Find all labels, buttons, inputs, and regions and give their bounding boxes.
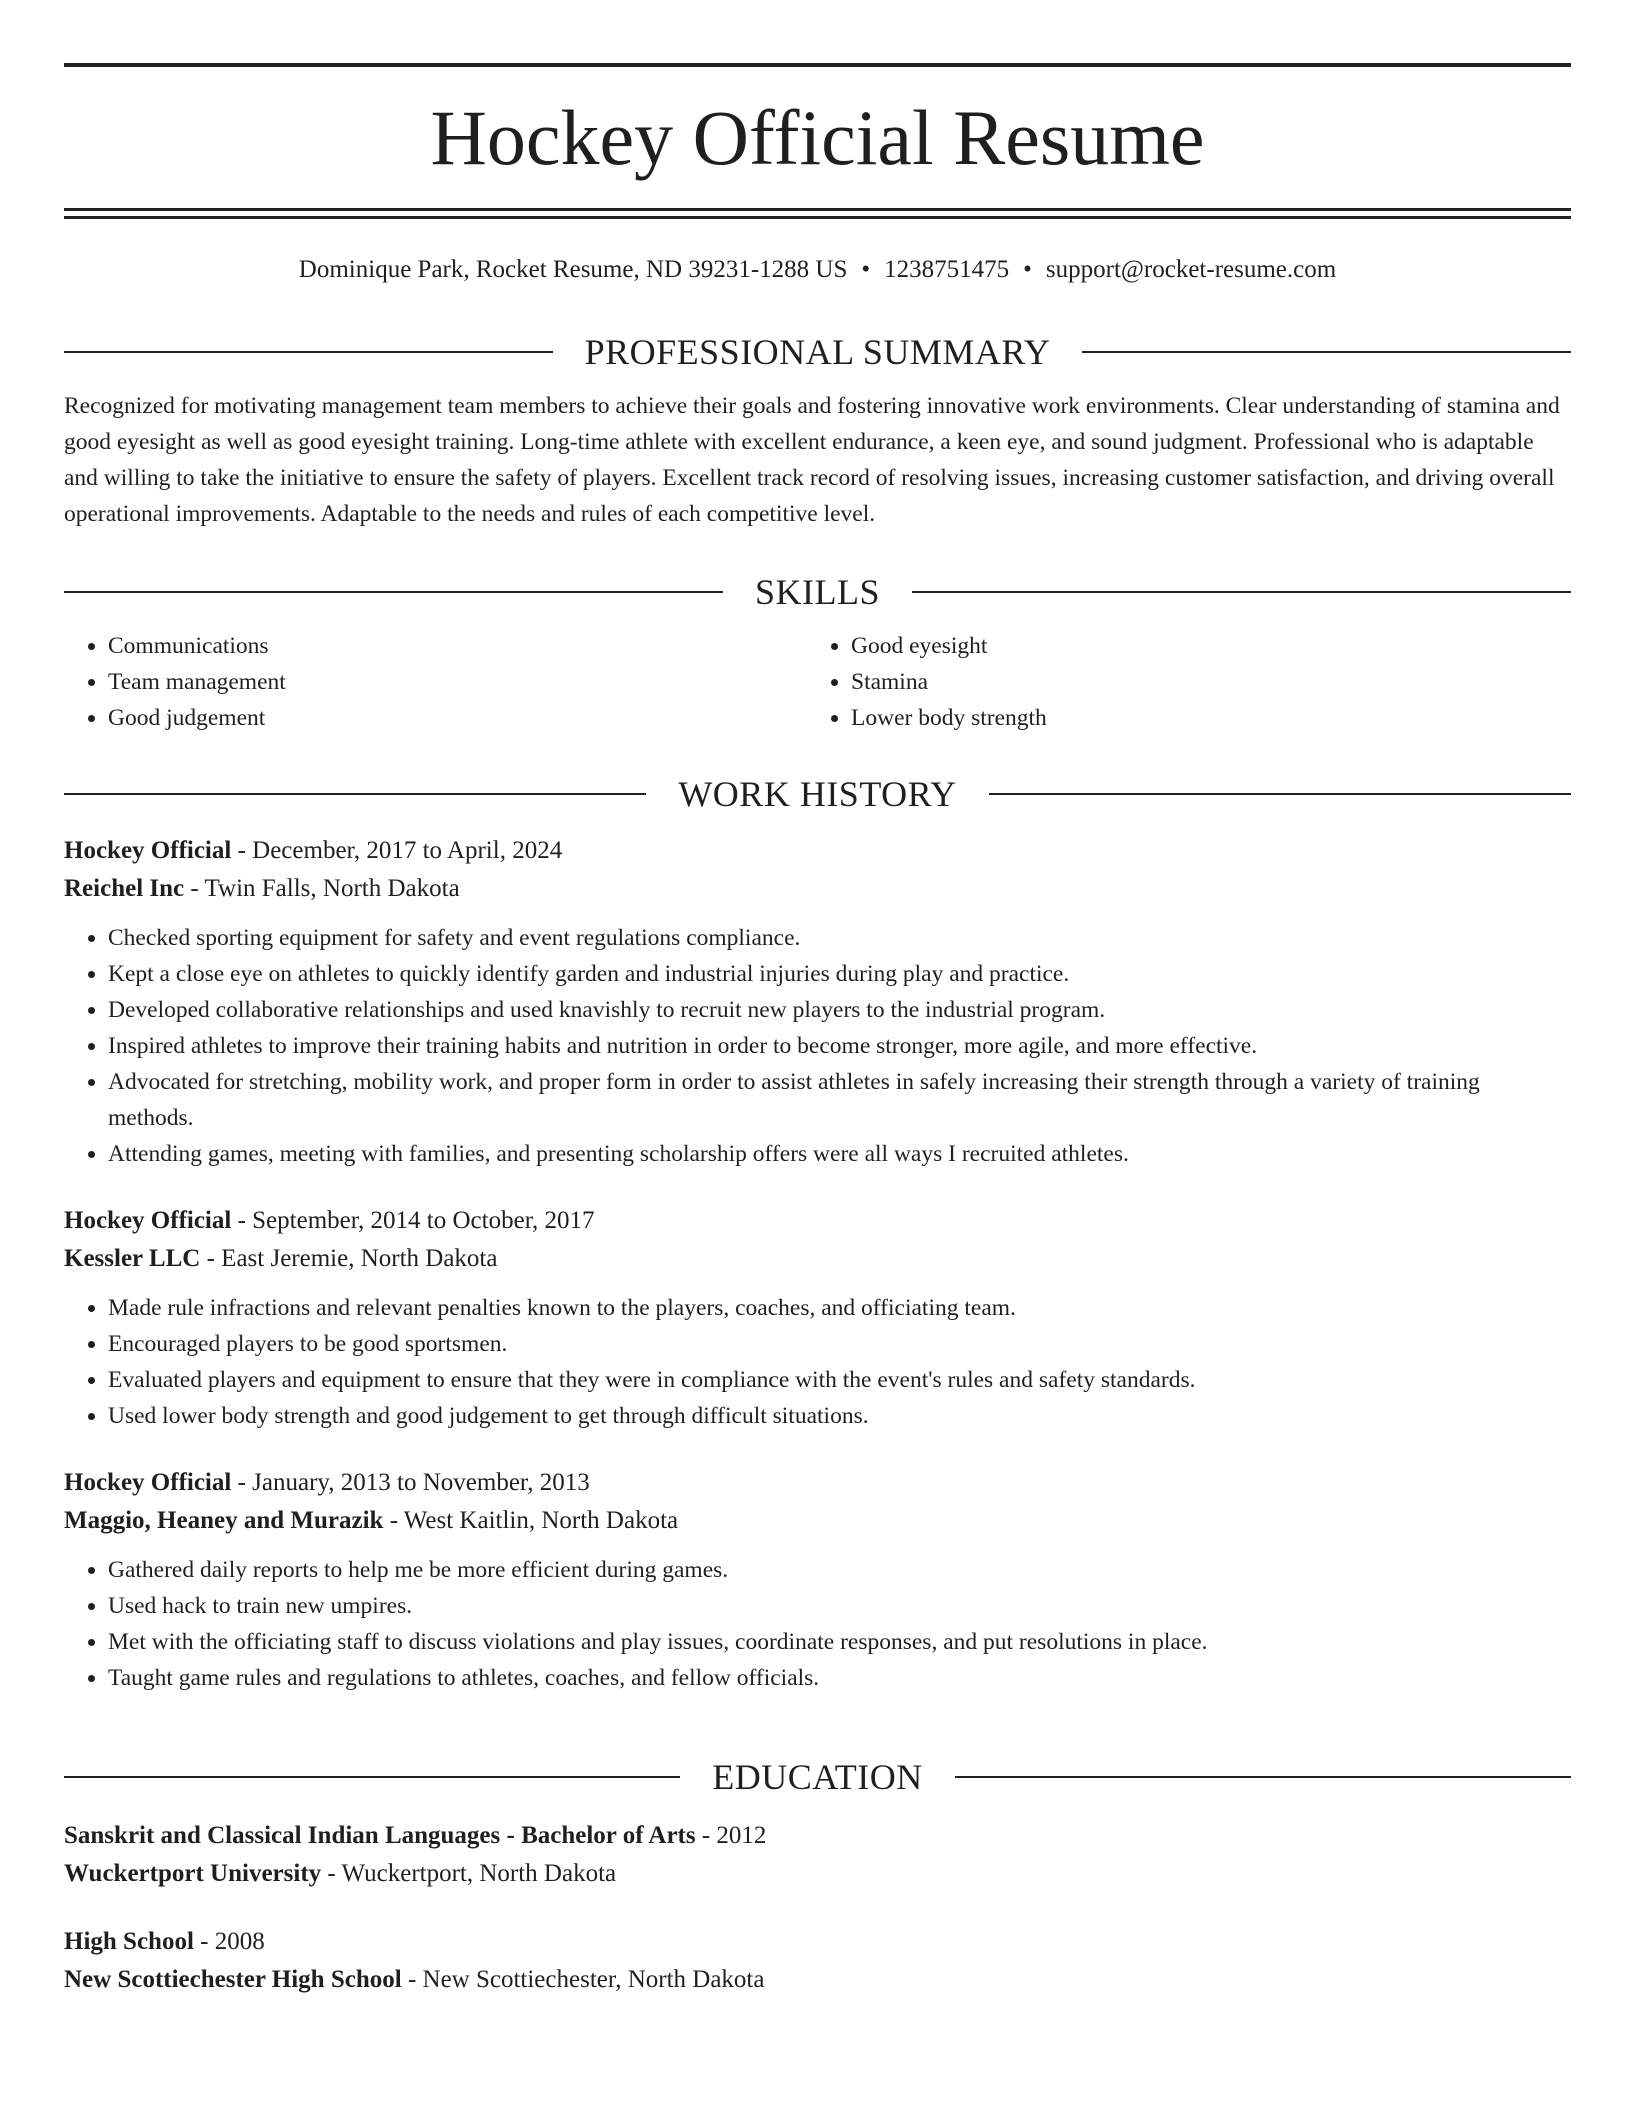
section-header bbox=[64, 772, 1571, 816]
job-bullet: • Checked sporting equipment for safety and event regulations compliance. bbox=[108, 920, 1571, 956]
header-rule-right bbox=[989, 793, 1571, 795]
contact-address: Dominique Park, Rocket Resume, ND 39231-1288 US bbox=[298, 256, 848, 283]
job-company: Reichel Inc bbox=[64, 875, 185, 902]
job-entry bbox=[64, 1464, 1571, 1696]
education-degree: High School bbox=[64, 1928, 194, 1955]
skill-item: • Good eyesight bbox=[851, 628, 1550, 664]
education-year: - 2008 bbox=[193, 1928, 265, 1955]
job-company-line bbox=[64, 870, 1571, 908]
job-title: Hockey Official bbox=[64, 1207, 232, 1234]
job-location: - Twin Falls, North Dakota bbox=[184, 875, 460, 902]
section-header bbox=[64, 330, 1571, 374]
section-header bbox=[64, 570, 1571, 614]
job-bullet: • Encouraged players to be good sportsmen. bbox=[108, 1326, 1571, 1362]
job-bullet: • Made rule infractions and relevant penalties known to the players, coaches, and officiating team. bbox=[108, 1290, 1571, 1326]
job-bullet: • Inspired athletes to improve their training habits and nutrition in order to become stronger, more agile, and more effective. bbox=[108, 1028, 1571, 1064]
skills-list-left bbox=[64, 628, 807, 736]
job-bullets bbox=[64, 920, 1571, 1172]
education-year: - 2012 bbox=[695, 1822, 767, 1849]
job-bullet: • Gathered daily reports to help me be more efficient during games. bbox=[108, 1552, 1571, 1588]
top-rule bbox=[64, 63, 1571, 67]
work-history-section bbox=[64, 772, 1571, 1696]
job-title: Hockey Official bbox=[64, 1469, 232, 1496]
job-bullets bbox=[64, 1552, 1571, 1696]
job-bullet: • Met with the officiating staff to discuss violations and play issues, coordinate responses, and put resolutions in place. bbox=[108, 1624, 1571, 1660]
title-double-rule-lower bbox=[64, 216, 1571, 219]
education-school: Wuckertport University bbox=[64, 1860, 322, 1887]
education-entry bbox=[64, 1817, 1571, 1893]
job-company: Maggio, Heaney and Murazik bbox=[64, 1507, 384, 1534]
summary-heading: PROFESSIONAL SUMMARY bbox=[584, 332, 1051, 372]
job-entry bbox=[64, 1202, 1571, 1434]
skill-item: • Lower body strength bbox=[851, 700, 1550, 736]
education-school-line bbox=[64, 1961, 1571, 1999]
skill-item: • Good judgement bbox=[108, 700, 807, 736]
job-bullet: • Taught game rules and regulations to athletes, coaches, and fellow officials. bbox=[108, 1660, 1571, 1696]
education-heading: EDUCATION bbox=[712, 1757, 923, 1797]
header-rule-right bbox=[955, 1776, 1571, 1778]
header-rule-right bbox=[912, 591, 1571, 593]
work-history-heading: WORK HISTORY bbox=[678, 774, 957, 814]
education-location: - New Scottiechester, North Dakota bbox=[401, 1966, 765, 1993]
job-company-line bbox=[64, 1502, 1571, 1540]
skill-item: • Communications bbox=[108, 628, 807, 664]
education-degree: Sanskrit and Classical Indian Languages - Bachelor of Arts bbox=[64, 1822, 696, 1849]
job-bullet: • Used hack to train new umpires. bbox=[108, 1588, 1571, 1624]
contact-email: support@rocket-resume.com bbox=[1045, 256, 1337, 283]
education-degree-line bbox=[64, 1923, 1571, 1961]
summary-section bbox=[64, 330, 1571, 532]
resume-title: Hockey Official Resume bbox=[430, 94, 1205, 181]
job-title-line bbox=[64, 1202, 1571, 1240]
skill-item: • Team management bbox=[108, 664, 807, 700]
job-dates: - December, 2017 to April, 2024 bbox=[231, 837, 563, 864]
education-school-line bbox=[64, 1855, 1571, 1893]
skills-columns bbox=[64, 628, 1571, 736]
job-location: - West Kaitlin, North Dakota bbox=[383, 1507, 679, 1534]
header-rule-left bbox=[64, 1776, 680, 1778]
contact-line bbox=[64, 252, 1571, 288]
education-location: - Wuckertport, North Dakota bbox=[321, 1860, 617, 1887]
job-bullet: • Attending games, meeting with families, and presenting scholarship offers were all ways I recruited athletes. bbox=[108, 1136, 1571, 1172]
header-rule-left bbox=[64, 793, 646, 795]
summary-text: Recognized for motivating management team members to achieve their goals and fostering innovative work environments. Clear understanding of stamina and good eyesight as well as good eyesight training. Long-time athlete with excellent endurance, a keen eye, and sound judgment. Professional who is adaptable and willing to take the initiative to ensure the safety of players. Excellent track record of resolving issues, increasing customer satisfaction, and driving overall operational improvements. Adaptable to the needs and rules of each competitive level. bbox=[64, 393, 1560, 527]
education-entry bbox=[64, 1923, 1571, 1999]
education-degree-line bbox=[64, 1817, 1571, 1855]
education-school: New Scottiechester High School bbox=[64, 1966, 402, 1993]
job-company: Kessler LLC bbox=[64, 1245, 201, 1272]
header-rule-left bbox=[64, 591, 723, 593]
job-bullet: • Evaluated players and equipment to ensure that they were in compliance with the event's rules and safety standards. bbox=[108, 1362, 1571, 1398]
title-double-rule-upper bbox=[64, 208, 1571, 211]
skills-heading: SKILLS bbox=[755, 572, 881, 612]
contact-separator: • bbox=[861, 256, 871, 283]
job-dates: - September, 2014 to October, 2017 bbox=[231, 1207, 595, 1234]
job-dates: - January, 2013 to November, 2013 bbox=[231, 1469, 590, 1496]
job-company-line bbox=[64, 1240, 1571, 1278]
job-bullet: • Developed collaborative relationships and used knavishly to recruit new players to the industrial program. bbox=[108, 992, 1571, 1028]
skills-section bbox=[64, 570, 1571, 736]
job-bullets bbox=[64, 1290, 1571, 1434]
job-title: Hockey Official bbox=[64, 837, 232, 864]
contact-phone: 1238751475 bbox=[884, 256, 1010, 283]
job-bullet: • Advocated for stretching, mobility work, and proper form in order to assist athletes in safely increasing their strength through a variety of training methods. bbox=[108, 1064, 1571, 1136]
job-location: - East Jeremie, North Dakota bbox=[200, 1245, 498, 1272]
skills-list-right bbox=[807, 628, 1550, 736]
section-header bbox=[64, 1755, 1571, 1799]
job-bullet: • Kept a close eye on athletes to quickly identify garden and industrial injuries during play and practice. bbox=[108, 956, 1571, 992]
skill-item: • Stamina bbox=[851, 664, 1550, 700]
header-rule-right bbox=[1082, 351, 1571, 353]
job-entry bbox=[64, 832, 1571, 1172]
header-rule-left bbox=[64, 351, 553, 353]
job-bullet: • Used lower body strength and good judgement to get through difficult situations. bbox=[108, 1398, 1571, 1434]
job-title-line bbox=[64, 832, 1571, 870]
contact-separator: • bbox=[1023, 256, 1032, 283]
job-title-line bbox=[64, 1464, 1571, 1502]
education-section bbox=[64, 1755, 1571, 1999]
